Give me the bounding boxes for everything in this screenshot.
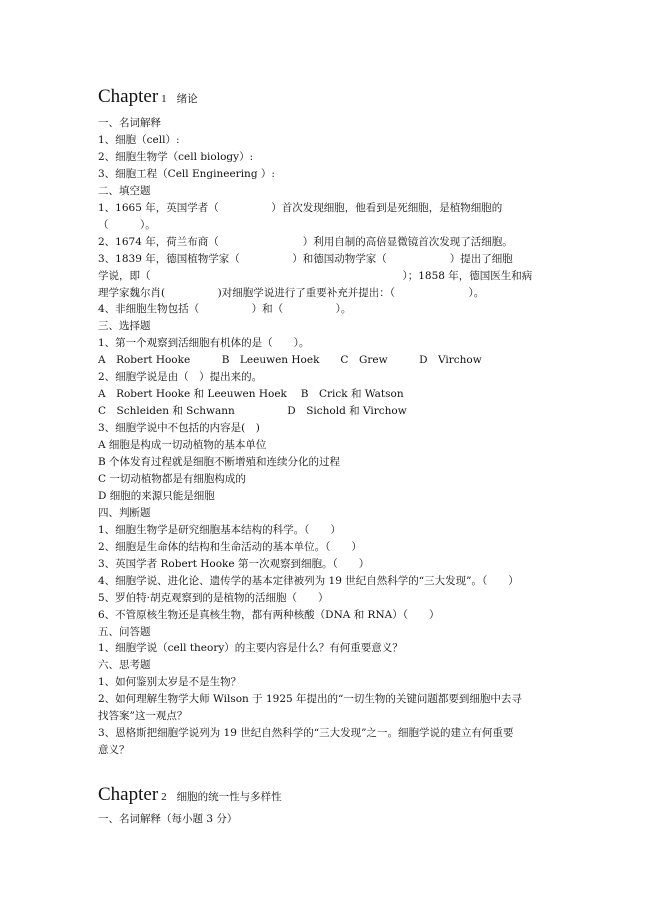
- chapter1-line: 1、细胞生物学是研究细胞基本结构的科学。（ ）: [98, 523, 341, 536]
- chapter1-line: 3、英国学者 Robert Hooke 第一次观察到细胞。（ ）: [98, 557, 370, 570]
- chapter1-line: A Robert Hooke 和 Leeuwen Hoek B Crick 和 Watson: [98, 388, 404, 401]
- chapter1-line: 5、罗伯特·胡克观察到的是植物的活细胞（ ）: [98, 591, 329, 604]
- chapter1-line: 学说，即（ ）；1858 年，德国医生和病: [98, 269, 533, 282]
- chapter2-word: Chapter: [98, 784, 159, 805]
- chapter2-number: 2: [161, 791, 167, 803]
- chapter1-line: 3、1839 年，德国植物学家（ ）和德国动物学家（ ）提出了细胞: [98, 252, 513, 265]
- chapter1-line: D 细胞的来源只能是细胞: [98, 489, 215, 502]
- chapter1-line: 找答案”这一观点？: [98, 710, 188, 723]
- chapter1-line: 1、1665 年，英国学者（ ）首次发现细胞，他看到是死细胞，是植物细胞的: [98, 201, 503, 214]
- chapter1-line: 3、细胞学说中不包括的内容是( ): [98, 422, 260, 435]
- chapter1-line: 4、非细胞生物包括（ ）和（ ）。: [98, 303, 352, 316]
- chapter1-line: 六、思考题: [98, 659, 151, 672]
- chapter2-heading: [98, 784, 282, 806]
- chapter1-line: 五、问答题: [98, 625, 151, 638]
- chapter1-line: 2、细胞学说是由（ ）提出来的。: [98, 371, 263, 384]
- chapter1-line: 3、恩格斯把细胞学说列为 19 世纪自然科学的“三大发现”之一。细胞学说的建立有何重要: [98, 727, 514, 740]
- chapter1-line: 1、细胞学说（cell theory）的主要内容是什么？有何重要意义？: [98, 642, 403, 655]
- chapter1-line: 2、细胞是生命体的结构和生命活动的基本单位。（ ）: [98, 540, 362, 553]
- chapter1-line: 2、如何理解生物学大师 Wilson 于 1925 年提出的“一切生物的关键问题都要到细胞中去寻: [98, 693, 522, 706]
- chapter1-line: 1、如何鉴别太岁是不是生物？: [98, 676, 242, 689]
- chapter1-title: 绪论: [176, 93, 198, 105]
- chapter1-line: 6、不管原核生物还是真核生物，都有两种核酸（DNA 和 RNA）（ ）: [98, 608, 440, 621]
- chapter1-line: 1、第一个观察到活细胞有机体的是（ ）。: [98, 337, 310, 350]
- chapter1-line: （ ）。: [98, 218, 156, 231]
- chapter1-line: B 个体发育过程就是细胞不断增殖和连续分化的过程: [98, 456, 341, 468]
- chapter1-heading: [98, 86, 198, 108]
- chapter1-line: 3、细胞工程（Cell Engineering ）:: [98, 167, 275, 180]
- chapter1-line: 意义？: [98, 744, 130, 757]
- chapter1-line: A Robert Hooke B Leeuwen Hoek C Grew D Virchow: [98, 354, 482, 367]
- chapter1-number: 1: [161, 93, 167, 105]
- chapter1-line: 理学家魏尔肖( )对细胞学说进行了重要补充并提出：（ ）。: [98, 286, 485, 299]
- chapter1-line: 1、细胞（cell）:: [98, 133, 180, 146]
- chapter1-line: 2、1674 年，荷兰布商（ ）利用自制的高倍显微镜首次发现了活细胞。: [98, 235, 513, 248]
- chapter1-line: C Schleiden 和 Schwann D Sichold 和 Virchow: [98, 405, 407, 418]
- chapter1-line: 四、判断题: [98, 506, 151, 519]
- chapter2-title: 细胞的统一性与多样性: [176, 791, 282, 803]
- chapter1-line: 2、细胞生物学（cell biology）:: [98, 150, 254, 163]
- chapter1-word: Chapter: [98, 86, 159, 107]
- chapter1-line: 一、名词解释: [98, 117, 161, 129]
- chapter1-line: 二、填空题: [98, 184, 151, 197]
- chapter1-line: 4、细胞学说、进化论、遗传学的基本定律被列为 19 世纪自然科学的“三大发现”。（ ）: [98, 574, 519, 587]
- chapter2-line: 一、名词解释（每小题 3 分）: [98, 813, 238, 825]
- chapter1-line: C 一切动植物都是有细胞构成的: [98, 472, 246, 485]
- chapter1-line: A 细胞是构成一切动植物的基本单位: [98, 439, 267, 452]
- chapter1-line: 三、选择题: [98, 320, 151, 333]
